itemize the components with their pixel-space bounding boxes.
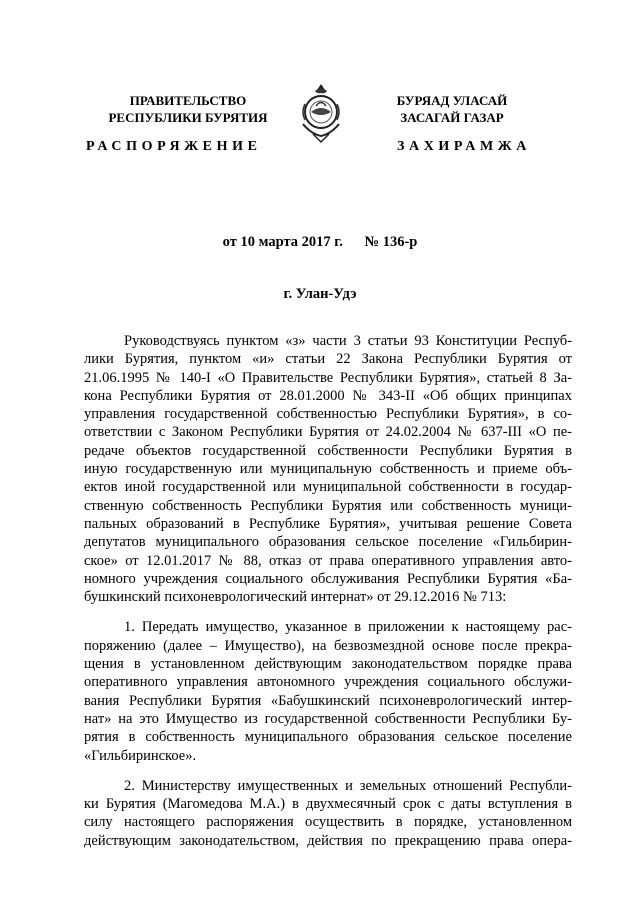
text-line: нат» на это Имущество из государственной собственности Республики Бу- <box>84 710 572 727</box>
order-title-russian: РАСПОРЯЖЕНИЕ <box>86 139 262 154</box>
order-body <box>84 332 572 862</box>
order-date-number <box>0 234 640 251</box>
text-line: 21.06.1995 № 140-I «О Правительстве Республики Бурятия», статьей 8 За- <box>84 369 572 386</box>
text-line: рятия в собственность муниципального образования сельское поселение <box>84 729 572 746</box>
text-line: номного учреждения социального обслуживания Республики Бурятия «Ба- <box>84 570 572 587</box>
text-line: управления государственной собственностью Республики Бурятия», в со- <box>84 406 572 423</box>
text-line: кона Республики Бурятия от 28.01.2000 № 343-II «Об общих принципах <box>84 387 572 404</box>
text-line: лики Бурятия, пунктом «и» статьи 22 Закона Республики Бурятия от <box>84 351 572 368</box>
coat-of-arms-icon <box>295 82 347 144</box>
item-2-paragraph <box>84 777 572 850</box>
header-left-line-1: ПРАВИТЕЛЬСТВО <box>129 93 247 108</box>
text-line: редаче объектов государственной собственности Республики Бурятия в <box>84 442 572 459</box>
text-line: силу настоящего распоряжения осуществить в порядке, установленном <box>84 814 572 831</box>
government-name-buryat <box>352 92 552 126</box>
header-left-line-2: РЕСПУБЛИКИ БУРЯТИЯ <box>108 110 268 125</box>
order-title-buryat: ЗАХИРАМЖА <box>397 139 531 154</box>
text-line: щения в установленном действующим законодательством порядке права <box>84 656 572 673</box>
text-line: иную государственную или муниципальную собственность и приеме объ- <box>84 461 572 478</box>
text-line: оперативного управления автономного учреждения социального обслужи- <box>84 674 572 691</box>
order-number: № 136-р <box>364 234 418 250</box>
text-line: ектов иной государственной или муниципальной собственности в государ- <box>84 479 572 496</box>
text-line: ки Бурятия (Магомедова М.А.) в двухмесячный срок с даты вступления в <box>84 796 572 813</box>
text-line: вания Республики Бурятия «Бабушкинский психоневрологический интер- <box>84 692 572 709</box>
text-line: Руководствуясь пунктом «з» части 3 статьи 93 Конституции Респуб- <box>124 333 572 349</box>
item-1-paragraph <box>84 618 572 764</box>
text-line: ответствии с Законом Республики Бурятия от 24.02.2004 № 637-III «О пе- <box>84 424 572 441</box>
text-line: ское» от 12.01.2017 № 88, отказ от права оперативного управления авто- <box>84 552 572 569</box>
text-line: ственную собственность Республики Бурятия или собственность муници- <box>84 497 572 514</box>
text-line: пальных образований в Республике Бурятия», учитывая решение Совета <box>84 515 572 532</box>
text-line: 2. Министерству имущественных и земельных отношений Республи- <box>124 777 572 794</box>
header-right-line-1: БУРЯАД УЛАСАЙ <box>396 93 508 108</box>
text-line: депутатов муниципального образования сельское поселение «Гильбирин- <box>84 534 572 551</box>
text-line: поряжению (далее – Имущество), на безвозмездной основе после прекра- <box>84 637 572 654</box>
order-city: г. Улан-Удэ <box>283 286 357 302</box>
order-date: от 10 марта 2017 г. <box>222 234 343 250</box>
government-name-russian <box>88 92 288 126</box>
text-line: действующим законодательством, действия по прекращению права опера- <box>84 832 572 849</box>
text-line: «Гильбиринское». <box>84 747 197 764</box>
header-right-line-2: ЗАСАГАЙ ГАЗАР <box>400 110 504 125</box>
preamble-paragraph <box>84 332 572 606</box>
text-line: 1. Передать имущество, указанное в приложении к настоящему рас- <box>124 619 572 636</box>
text-line: бушкинский психоневрологический интернат» от 29.12.2016 № 713: <box>84 589 507 606</box>
